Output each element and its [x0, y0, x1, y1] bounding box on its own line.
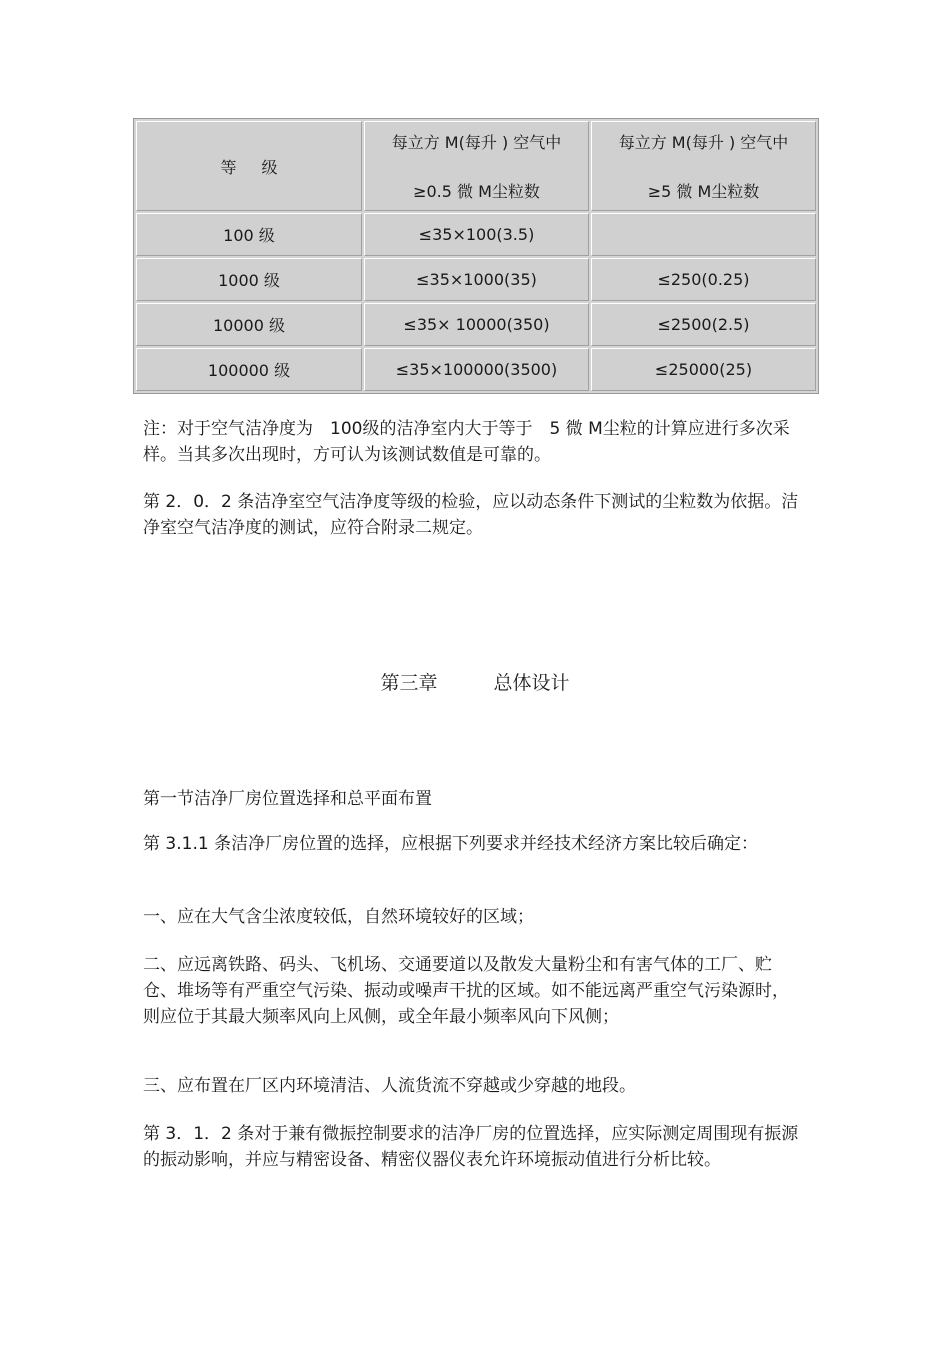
particles-05-cell: ≤35× 10000(350)	[364, 303, 589, 346]
particles-05-cell: ≤35×100(3.5)	[364, 213, 589, 256]
header-particles-05-cell	[364, 121, 589, 211]
grade-cell: 1000 级	[136, 258, 362, 301]
cleanliness-grade-table	[133, 118, 819, 394]
particles-5-cell	[591, 213, 816, 256]
chapter-number: 第三章	[380, 672, 438, 694]
table-header-row	[136, 121, 816, 211]
section-heading: 第一节洁净厂房位置选择和总平面布置	[143, 789, 432, 809]
list-item-2: 二、应远离铁路、码头、飞机场、交通要道以及散发大量粉尘和有害气体的工厂、贮仓、堆场等有严重空气污染、振动或噪声干扰的区域。如不能远离严重空气污染源时，则应位于其最大频率风向上风侧，或全年最小频率风向下风侧；	[143, 955, 789, 1027]
header-grade-cell	[136, 121, 362, 211]
chapter-title: 总体设计	[493, 672, 570, 694]
chapter-heading	[0, 668, 950, 695]
header-particles-5-cell	[591, 121, 816, 211]
particles-5-cell: ≤2500(2.5)	[591, 303, 816, 346]
table-row	[136, 213, 816, 256]
particles-05-cell: ≤35×100000(3500)	[364, 348, 589, 391]
grade-cell: 100000 级	[136, 348, 362, 391]
particles-5-cell: ≤25000(25)	[591, 348, 816, 391]
table-row	[136, 258, 816, 301]
header-particles-05-line1: 每立方 M(每升 ) 空气中	[391, 133, 562, 152]
list-item-1: 一、应在大气含尘浓度较低，自然环境较好的区域；	[143, 907, 534, 927]
grade-cell: 100 级	[136, 213, 362, 256]
list-item-3: 三、应布置在厂区内环境清洁、人流货流不穿越或少穿越的地段。	[143, 1076, 636, 1096]
article-3-1-1: 第 3.1.1 条洁净厂房位置的选择，应根据下列要求并经技术经济方案比较后确定：	[143, 834, 759, 854]
article-2-0-2: 第 2．0．2 条洁净室空气洁净度等级的检验，应以动态条件下测试的尘粒数为依据。洁净室空气洁净度的测试，应符合附录二规定。	[143, 492, 799, 538]
table-note: 注：对于空气洁净度为 100级的洁净室内大于等于 5 微 M尘粒的计算应进行多次采样。当其多次出现时，方可认为该测试数值是可靠的。	[143, 419, 790, 465]
table-row	[136, 348, 816, 391]
grade-cell: 10000 级	[136, 303, 362, 346]
header-particles-5-line1: 每立方 M(每升 ) 空气中	[618, 133, 789, 152]
particles-5-cell: ≤250(0.25)	[591, 258, 816, 301]
article-3-1-2: 第 3．1．2 条对于兼有微振控制要求的洁净厂房的位置选择，应实际测定周围现有振源的振动影响，并应与精密设备、精密仪器仪表允许环境振动值进行分析比较。	[143, 1124, 799, 1170]
header-particles-05-line2: ≥0.5 微 M尘粒数	[413, 182, 540, 201]
header-particles-5-line2: ≥5 微 M尘粒数	[647, 182, 760, 201]
header-grade-label: 等 级	[220, 157, 288, 177]
particles-05-cell: ≤35×1000(35)	[364, 258, 589, 301]
table-row	[136, 303, 816, 346]
